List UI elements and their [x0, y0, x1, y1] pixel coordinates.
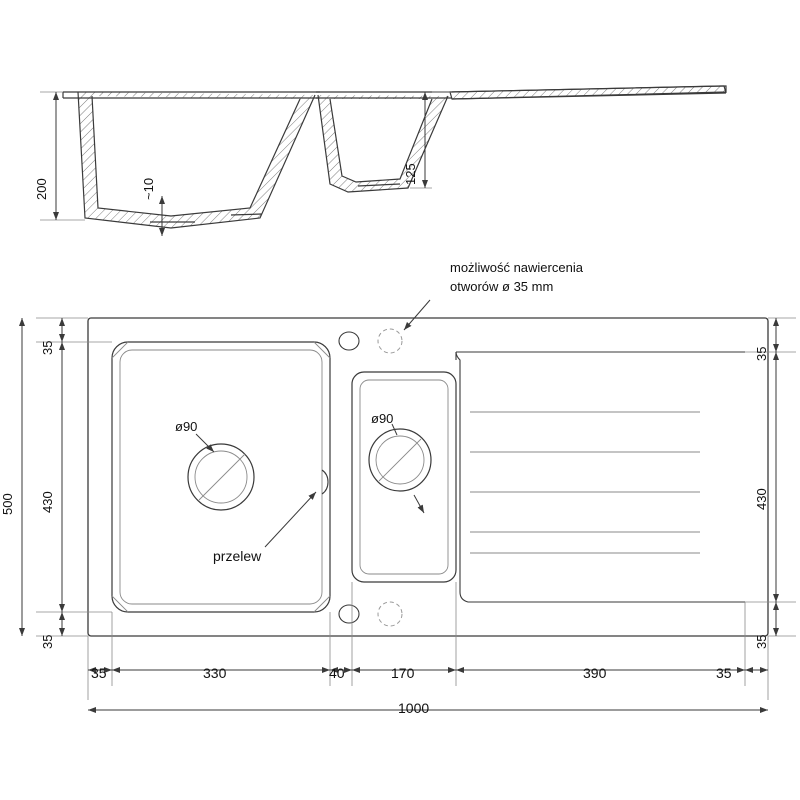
- drill-note-line-2: otworów ø 35 mm: [450, 279, 554, 294]
- drill-note-line-1: możliwość nawiercenia: [450, 260, 583, 275]
- dim-top-margin-left: 35: [40, 340, 56, 355]
- dim-top-margin-right: 35: [754, 346, 770, 361]
- label-overflow: przelew: [213, 548, 262, 564]
- label-drain-small: ø90: [371, 411, 394, 426]
- dim-left-margin: 35: [91, 665, 107, 681]
- dim-wall-thickness: ~10: [141, 177, 157, 200]
- dim-bottom-margin-right: 35: [754, 634, 770, 649]
- dim-between-bowls: 40: [329, 665, 345, 681]
- dim-inner-height-left: 430: [40, 491, 56, 513]
- dim-main-bowl-width: 330: [203, 665, 227, 681]
- dim-depth-small-bowl: 125: [403, 163, 419, 185]
- dim-drainer-width: 390: [583, 665, 607, 681]
- dim-overall-height: 500: [0, 493, 16, 515]
- dim-bottom-margin-left: 35: [40, 634, 56, 649]
- dim-overall-width: 1000: [398, 700, 430, 716]
- dim-depth-main-bowl: 200: [34, 178, 50, 200]
- top-view-group: [22, 300, 796, 710]
- section-view-group: [40, 86, 726, 236]
- dim-right-margin: 35: [716, 665, 732, 681]
- dim-small-bowl-width: 170: [391, 665, 415, 681]
- label-drain-main: ø90: [175, 419, 198, 434]
- dim-inner-height-right: 430: [754, 488, 770, 510]
